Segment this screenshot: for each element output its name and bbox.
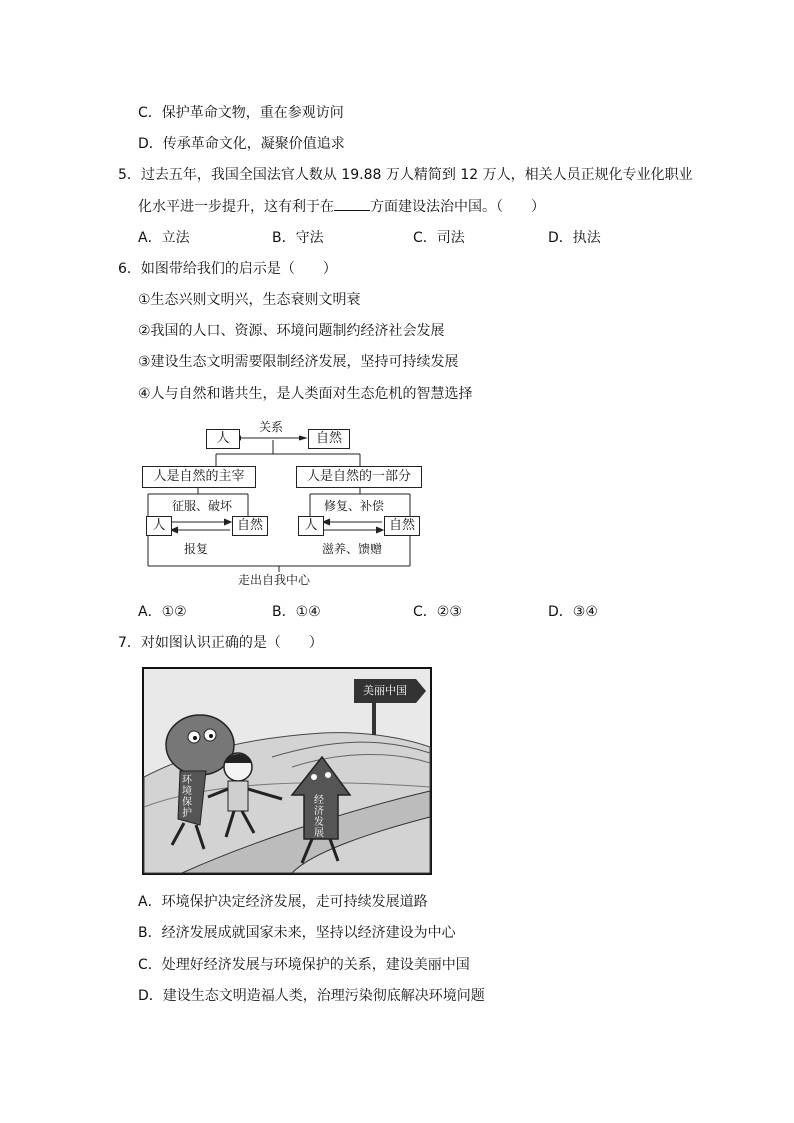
diagram-left-action: 征服、破坏 [172,499,233,513]
q4-option-c: C．保护革命文物，重在参观访问 [138,105,344,121]
cartoon-tree-label: 环境保护 [182,775,192,819]
q5-option-d: D．执法 [548,230,601,246]
q7-option-b: B．经济发展成就国家未来，坚持以经济建设为中心 [138,925,456,941]
q7-cartoon [142,667,432,875]
q6-item-3: ③建设生态文明需要限制经济发展，坚持可持续发展 [138,354,459,370]
diagram-left-view: 人是自然的主宰 [142,466,256,488]
cartoon-sign-label: 美丽中国 [363,684,407,697]
q5-options [138,228,698,248]
q5-blank [334,196,370,211]
q7-option-a: A．环境保护决定经济发展，走可持续发展道路 [138,894,428,910]
q4-option-d: D．传承革命文化，凝聚价值追求 [138,136,345,152]
cartoon-arrow-label: 经济发展 [314,795,324,839]
q5-option-a: A．立法 [138,230,190,246]
q6-option-d: D．③④ [548,604,598,620]
diagram-nature-left: 自然 [232,516,268,536]
q7-option-d: D．建设生态文明造福人类，治理污染彻底解决环境问题 [138,988,485,1004]
q6-option-c: C．②③ [413,604,462,620]
q5-stem-before-blank: 化水平进一步提升，这有利于在 [138,199,334,215]
q7-stem: 7．对如图认识正确的是（ ） [118,635,323,651]
q5-stem-after-blank: 方面建设法治中国。（ ） [370,199,545,215]
diagram-right-action: 修复、补偿 [324,499,385,513]
diagram-person-right: 人 [298,516,324,536]
diagram-conclusion: 走出自我中心 [238,573,311,587]
q5-stem-line1: 5．过去五年，我国全国法官人数从 19.88 万人精简到 12 万人，相关人员正规化专业化职业 [118,167,693,183]
diagram-left-return: 报复 [184,542,209,556]
q5-option-b: B．守法 [272,230,324,246]
diagram-right-view: 人是自然的一部分 [296,466,422,488]
q6-option-b: B．①④ [272,604,321,620]
diagram-right-return: 滋养、馈赠 [322,542,383,556]
q6-relationship-diagram [138,418,428,590]
diagram-relation-label: 关系 [259,420,284,434]
q6-item-2: ②我国的人口、资源、环境问题制约经济社会发展 [138,323,445,339]
diagram-person-left: 人 [146,516,172,536]
diagram-person-top: 人 [206,429,240,449]
q5-stem-line2 [138,196,545,217]
q5-option-c: C．司法 [413,230,465,246]
q6-stem: 6．如图带给我们的启示是（ ） [118,261,337,277]
q6-item-4: ④人与自然和谐共生，是人类面对生态危机的智慧选择 [138,386,473,402]
q6-item-1: ①生态兴则文明兴，生态衰则文明衰 [138,292,361,308]
q6-options [138,602,698,622]
q6-option-a: A．①② [138,604,187,620]
diagram-nature-top: 自然 [308,429,350,449]
diagram-nature-right: 自然 [384,516,420,536]
q7-option-c: C．处理好经济发展与环境保护的关系，建设美丽中国 [138,957,470,973]
